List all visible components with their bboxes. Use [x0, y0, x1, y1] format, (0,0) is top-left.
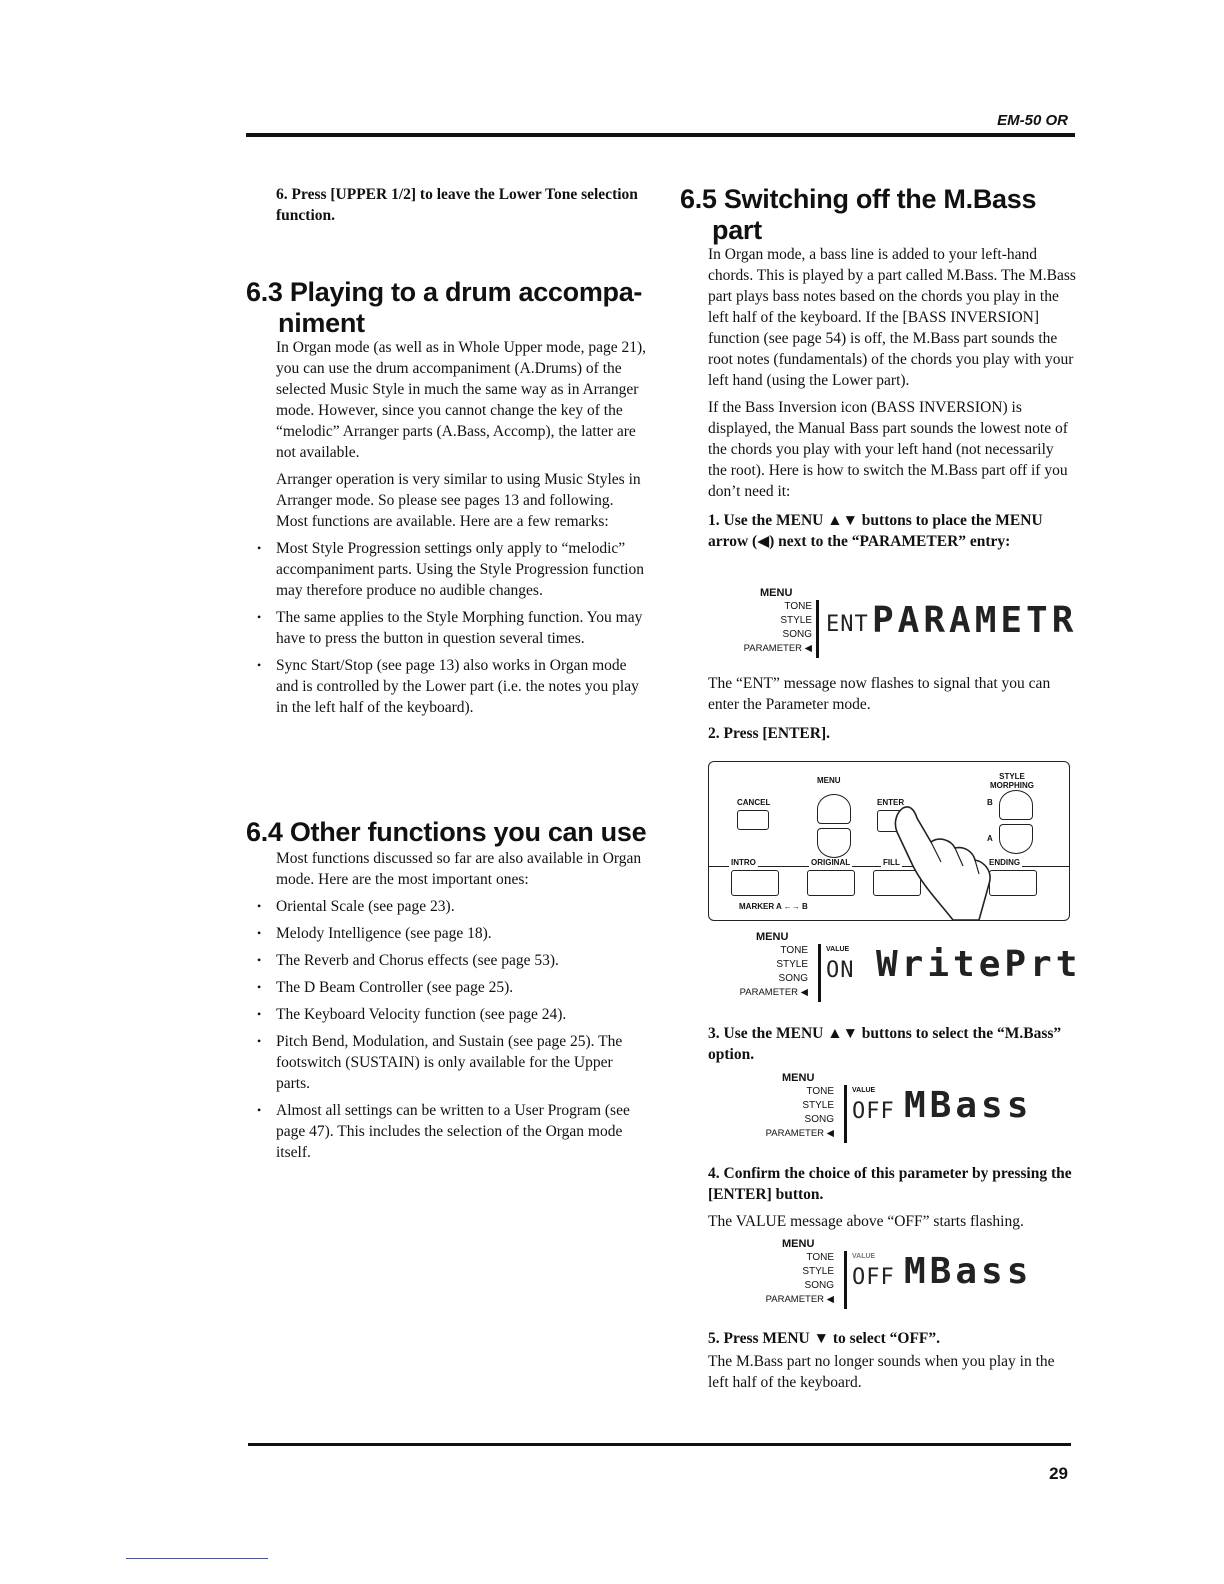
step-2: 2. Press [ENTER].: [708, 725, 830, 742]
step-5-result: The M.Bass part no longer sounds when you play in the left half of the keyboard.: [708, 1353, 1055, 1391]
lcd-big-text: WritePrt: [876, 944, 1082, 985]
header-model: EM-50 OR: [997, 112, 1068, 129]
morph-a-button: [999, 824, 1033, 854]
menu-up-button: [817, 794, 851, 824]
list-item: • Almost all settings can be written to a User Program (see page 47). This includes the selection of the Organ mode itself.: [276, 1100, 648, 1163]
section-6-3-p2: Arranger operation is very similar to using Music Styles in Arranger mode. So please see pages 13 and following. Most functions are available. Here are a few remarks:: [276, 471, 641, 530]
list-item: • The Keyboard Velocity function (see page 24).: [276, 1004, 648, 1025]
section-6-4-body: [276, 848, 648, 1169]
section-6-3-body: [276, 337, 648, 724]
scan-edge-line: [126, 1558, 268, 1559]
cancel-button: [737, 810, 769, 830]
bullet-style-morphing: • The same applies to the Style Morphing function. You may have to press the button in question several times.: [276, 607, 648, 649]
lcd-small-text: ON: [826, 958, 855, 983]
lcd-big-text: PARAMETR: [872, 600, 1078, 641]
page-number: 29: [1049, 1464, 1068, 1483]
left-step6: 6. Press [UPPER 1/2] to leave the Lower Tone selection function.: [276, 186, 638, 224]
section-6-5-p2: If the Bass Inversion icon (BASS INVERSION) is displayed, the Manual Bass part sounds the lowest note of the chords you play with your left hand (not necessarily the root). Here is how to switch the M.Bass part off if you don’t need it:: [708, 399, 1068, 500]
lcd-display-mbass-flashing: MENU TONE STYLE SONG PARAMETER ◀ VALUE OFF MBass: [762, 1237, 1062, 1309]
menu-down-button: [817, 828, 851, 858]
list-item: • The Reverb and Chorus effects (see page 53).: [276, 950, 648, 971]
lcd-small-text: ENT: [826, 612, 869, 637]
step-4-block: [708, 1163, 1076, 1238]
list-item: • Melody Intelligence (see page 18).: [276, 923, 648, 944]
section-6-5-p1: In Organ mode, a bass line is added to your left-hand chords. This is played by a part called M.Bass. The M.Bass part plays bass notes based on the chords you play in the left half of the keyboard. If the [BASS INVERSION] function (see page 54) is off, the M.Bass part sounds the root notes (fundamentals) of the chords you play with your left hand (using the Lower part).: [708, 246, 1076, 389]
section-6-4-p1: Most functions discussed so far are also available in Organ mode. Here are the most important ones:: [276, 850, 642, 888]
lcd-small-text: OFF: [852, 1265, 895, 1290]
section-6-3-p1: In Organ mode (as well as in Whole Upper mode, page 21), you can use the drum accompaniment (A.Drums) of the selected Music Style in much the same way as in Arranger mode. However, since you cannot change the key of the “melodic” Arranger parts (A.Bass, Accomp), the latter are not available.: [276, 339, 647, 461]
step-5-block: [708, 1328, 1076, 1399]
intro-button: [731, 870, 779, 896]
header-rule: [246, 133, 1075, 137]
step-1-result: The “ENT” message now flashes to signal that you can enter the Parameter mode. 2. Press [ENTER].: [708, 673, 1076, 750]
section-6-5-title: 6.5 Switching off the M.Bass part: [680, 184, 1037, 245]
section-6-3-title: 6.3 Playing to a drum accompa- niment: [246, 277, 643, 338]
pointing-hand-icon: [893, 802, 1003, 920]
bullet-sync-start: • Sync Start/Stop (see page 13) also works in Organ mode and is controlled by the Lower part (i.e. the notes you play in the left half of the keyboard).: [276, 655, 648, 718]
step-4-result: The VALUE message above “OFF” starts flashing.: [708, 1213, 1024, 1230]
lcd-display-mbass: MENU TONE STYLE SONG PARAMETER ◀ VALUE OFF MBass: [762, 1071, 1062, 1143]
lcd-big-text: MBass: [904, 1085, 1033, 1126]
list-item: • The D Beam Controller (see page 25).: [276, 977, 648, 998]
lcd-small-text: OFF: [852, 1099, 895, 1124]
button-panel-illustration: MENU STYLE MORPHING CANCEL ENTER B A INTRO ORIGINAL FILL ENDING MARKER A ←→ B: [708, 761, 1070, 921]
footer-rule: [248, 1443, 1071, 1446]
step-3: 3. Use the MENU ▲▼ buttons to select the “M.Bass” option.: [708, 1025, 1062, 1063]
original-button: [807, 870, 855, 896]
step-1: 1. Use the MENU ▲▼ buttons to place the MENU arrow (◀) next to the “PARAMETER” entry:: [708, 512, 1043, 550]
step-4: 4. Confirm the choice of this parameter by pressing the [ENTER] button.: [708, 1165, 1072, 1203]
section-6-4-title: 6.4 Other functions you can use: [246, 817, 647, 847]
bullet-style-progression: • Most Style Progression settings only apply to “melodic” accompaniment parts. Using the Style Progression function may therefore produce no audible changes.: [276, 538, 648, 601]
step-5: 5. Press MENU ▼ to select “OFF”.: [708, 1330, 941, 1347]
morph-b-button: [999, 790, 1033, 820]
lcd-display-writeprt: MENU TONE STYLE SONG PARAMETER ◀ VALUE ON WritePrt: [736, 930, 1076, 1002]
lcd-big-text: MBass: [904, 1251, 1033, 1292]
section-6-5-intro: [708, 244, 1076, 558]
list-item: • Oriental Scale (see page 23).: [276, 896, 648, 917]
list-item: • Pitch Bend, Modulation, and Sustain (see page 25). The footswitch (SUSTAIN) is only available for the Upper parts.: [276, 1031, 648, 1094]
lcd-display-parameter: MENU TONE STYLE SONG PARAMETER ◀ ENT PARAMETR: [740, 586, 1080, 658]
